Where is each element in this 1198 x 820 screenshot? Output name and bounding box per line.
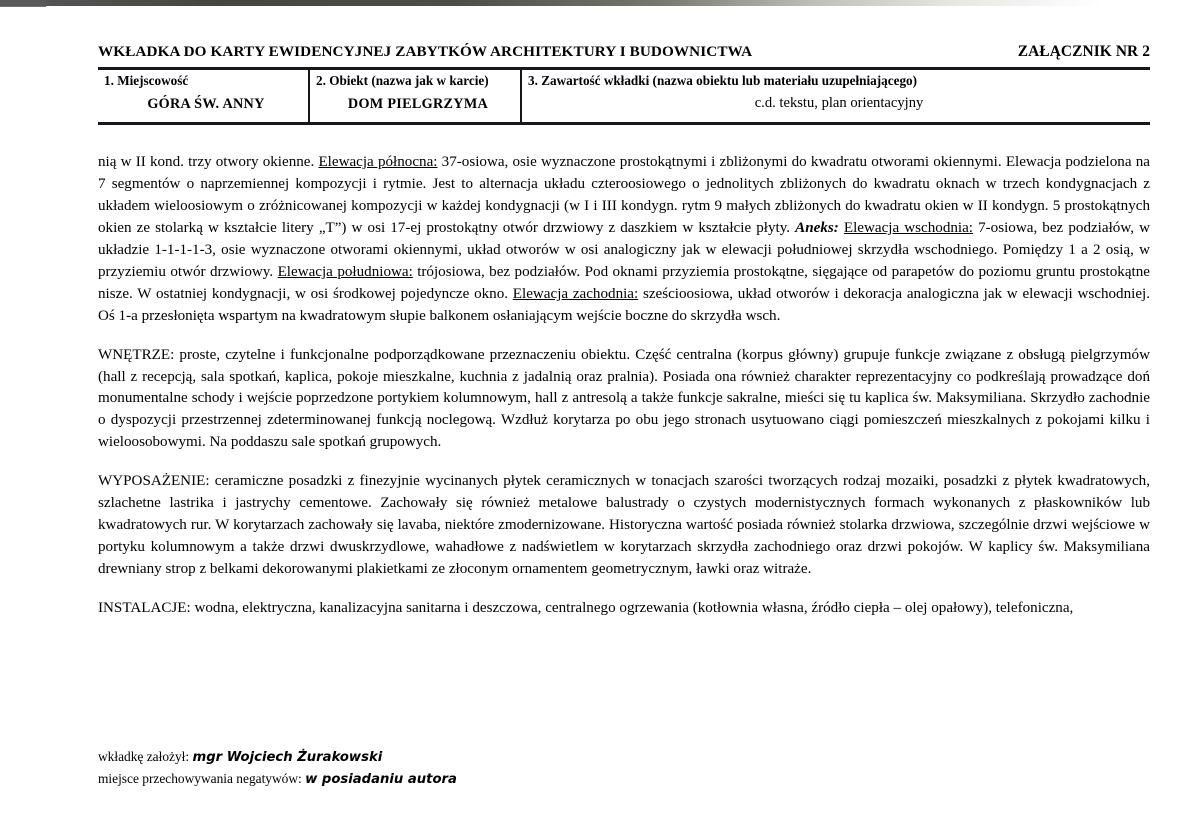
annex-number: ZAŁĄCZNIK NR 2 bbox=[1017, 43, 1150, 60]
table-cell-contents bbox=[520, 70, 1150, 122]
label-aneks: Aneks: bbox=[795, 219, 839, 236]
table-cell-object-value: DOM PIELGRZYMA bbox=[347, 96, 489, 113]
table-cell-contents-value: c.d. tekstu, plan orientacyjny bbox=[754, 95, 924, 112]
table-cell-contents-label: 3. Zawartość wkładki (nazwa obiektu lub materiału uzupełniającego) bbox=[528, 72, 918, 88]
footer-negatives-line bbox=[98, 768, 457, 790]
text-segment: sześcioosiowa, układ otworów i dekoracja analogiczna jak w elewacji wschodniej. Oś 1-a przesłonięta wspartym na kwadratowym słupie balkonem osłaniającym wejście boczne do skrzydła wsch. bbox=[98, 285, 1150, 324]
text-segment: 7-osiowa, bez podziałów, w układzie 1-1-1-1-3, osie wyznaczone otworami okiennymi, układ otworów w osi analogiczny jak w elewacji południowej skrzydła wschodniego. Pomiędzy 1 a 2 osią, w przyziemiu otwór drzwiowy. bbox=[98, 219, 1151, 280]
table-cell-locality bbox=[98, 70, 308, 122]
scan-edge-artifact-corner bbox=[0, 0, 46, 7]
info-table bbox=[98, 67, 1150, 125]
document-body bbox=[98, 152, 1150, 620]
footer-author-line bbox=[98, 746, 457, 768]
scan-edge-artifact-top bbox=[0, 0, 1198, 6]
paragraph-installations: INSTALACJE: wodna, elektryczna, kanalizacyjna sanitarna i deszczowa, centralnego ogrzewania (kotłownia własna, źródło ciepła – olej opałowy), telefoniczna, bbox=[98, 600, 1074, 617]
table-cell-locality-value: GÓRA ŚW. ANNY bbox=[147, 96, 265, 113]
footer-negatives-value: w posiadaniu autora bbox=[305, 772, 457, 788]
heading-elevation-west: Elewacja zachodnia: bbox=[512, 285, 639, 302]
table-cell-object-label: 2. Obiekt (nazwa jak w karcie) bbox=[316, 72, 489, 88]
page-title: WKŁADKA DO KARTY EWIDENCYJNEJ ZABYTKÓW ARCHITEKTURY I BUDOWNICTWA bbox=[98, 43, 753, 60]
document-content bbox=[98, 44, 1150, 620]
paragraph-interior: WNĘTRZE: proste, czytelne i funkcjonalne podporządkowane przeznaczeniu obiektu. Część centralna (korpus główny) grupuje funkcje związane z obsługą pielgrzymów (hall z recepcją, sala spotkań, kaplica, pokoje mieszkalne, kuchnia z jadalnią oraz pralnia). Posiada ona również charakter reprezentacyjny co podkreślają prowadzące doń monumentalne schody i wejście poprzedzone portykiem kolumnowym, hall z antresolą a także funkcje sakralne, mieści się tu kaplica św. Maksymiliana. Skrzydło zachodnie o dyspozycji przestrzennej zdeterminowanej funkcją noclegową. Wzdłuż korytarza po obu jego stronach usytuowano ciągi pomieszczeń mieszkalnych z pokojami kilku i wieloosobowymi. Na poddaszu sale spotkań grupowych. bbox=[98, 346, 1150, 451]
table-cell-locality-label: 1. Miejscowość bbox=[104, 72, 189, 88]
heading-elevation-east: Elewacja wschodnia: bbox=[843, 219, 974, 236]
paragraph-elevations bbox=[98, 152, 1150, 328]
footer-negatives-label: miejsce przechowywania negatywów: bbox=[98, 771, 302, 787]
text-segment: nią w II kond. trzy otwory okienne. bbox=[98, 153, 319, 170]
text-segment: 37-osiowa, osie wyznaczone prostokątnymi i zbliżonymi do kwadratu otworami okiennymi. Elewacja podzielona na 7 segmentów o naprzemiennej kompozycji i rytmie. Jest to alternacja układu czteroosiowego o jednolitych zbliżonych do kwadratu oknach w trzech kondygnacjach z układem wieloosiowym o zróżnicowanej kompozycji w każdej kondygnacji (w I i III kondygn. rytm 9 małych zbliżonych do kwadratu okien w II kondygn. 5 prostokątnych okien ze stolarką w kształcie litery „T”) w osi 17-ej prostokątny otwór drzwiowy z daszkiem w kształcie płyty. bbox=[98, 153, 1150, 236]
document-header bbox=[98, 44, 1150, 64]
footer-author-label: wkładkę założył: bbox=[98, 749, 190, 764]
footer-author-value: mgr Wojciech Żurakowski bbox=[192, 750, 383, 765]
heading-elevation-north: Elewacja północna: bbox=[318, 153, 438, 170]
heading-elevation-south: Elewacja południowa: bbox=[277, 263, 413, 280]
document-footer bbox=[98, 746, 457, 790]
paragraph-equipment: WYPOSAŻENIE: ceramiczne posadzki z finezyjnie wycinanych płytek ceramicznych w tonacjach szarości tworzących rodzaj mozaiki, posadzki z płytek kwadratowych, szlachetne lastrika i jastrychy cementowe. Zachowały się również metalowe balustrady o czystych modernistycznych formach wykonanych z płaskowników lub kwadratowych rur. W korytarzach zachowały się lavaba, niektóre zmodernizowane. Historyczna wartość posiada również stolarka drzwiowa, szczególnie drzwi wejściowe w portyku kolumnowym a także drzwi dwuskrzydlowe, wahadłowe z nadświetlem w korytarzach skrzydła zachodniego oraz drzwi pokojów. W kaplicy św. Maksymiliana drewniany strop z belkami dekorowanymi plakietkami ze złoconym ornamentem geometrycznym, ławki oraz witraże. bbox=[98, 473, 1150, 578]
text-segment: trójosiowa, bez podziałów. Pod oknami przyziemia prostokątne, sięgające od parapetów do poziomu gruntu prostokątne nisze. W ostatniej kondygnacji, w osi środkowej pojedyncze okno. bbox=[98, 263, 1150, 302]
table-cell-object bbox=[308, 70, 520, 122]
